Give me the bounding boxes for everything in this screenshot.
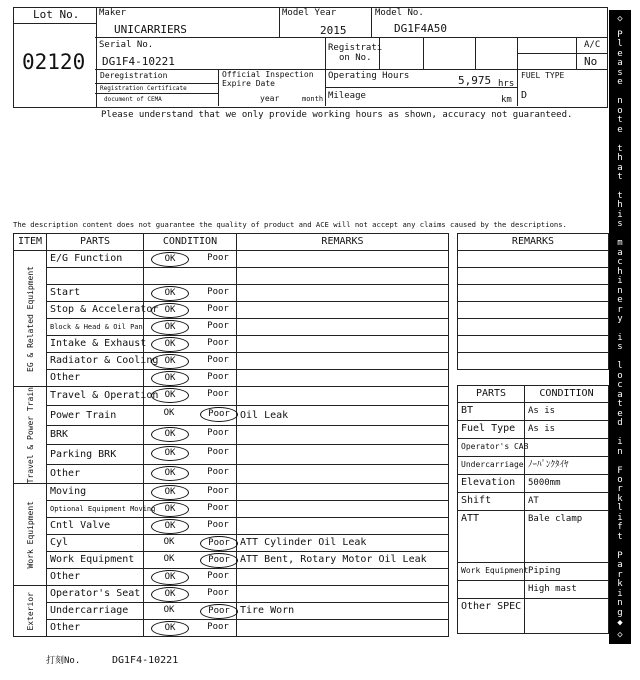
month-label: month [302, 95, 324, 103]
poor-option: Poor [200, 536, 238, 551]
remark-blank-cell [458, 251, 609, 268]
remark-cell [237, 353, 449, 370]
inspection-row [14, 302, 449, 319]
spec-row [458, 563, 609, 581]
ok-option: OK [151, 446, 189, 461]
spec-row [458, 457, 609, 475]
registration-label-1: Registrati [328, 43, 383, 53]
group-label: Travel & Power Train [25, 387, 35, 484]
spec-row [458, 439, 609, 457]
ok-option: OK [151, 371, 189, 386]
part-cell: Cntl Valve [47, 518, 144, 535]
mileage-label: Mileage [328, 91, 366, 101]
inspection-table [13, 233, 449, 637]
sidebar-char: l [617, 39, 623, 50]
condition-cell [144, 569, 237, 586]
part-cell: Other [47, 464, 144, 484]
ok-option: OK [151, 303, 189, 318]
remark-blank-cell [458, 302, 609, 319]
remark-cell [237, 518, 449, 535]
col-remarks: REMARKS [237, 234, 449, 251]
lot-label: Lot No. [33, 8, 80, 21]
spec-value: AT [525, 493, 609, 511]
remark-blank-cell [458, 285, 609, 302]
poor-option: Poor [207, 372, 229, 382]
part-cell: Power Train [47, 406, 144, 425]
inspection-row [14, 518, 449, 535]
condition-cell [144, 586, 237, 603]
location-sidebar [609, 10, 631, 644]
inspection-row [14, 319, 449, 336]
inspection-row [14, 603, 449, 620]
poor-option: Poor [207, 503, 229, 514]
condition-cell [144, 268, 237, 285]
remark-cell [237, 620, 449, 637]
poor-option: Poor [207, 571, 229, 582]
spec-col-parts: PARTS [458, 386, 525, 403]
sidebar-char: e [617, 124, 623, 135]
sidebar-char: e [617, 295, 623, 306]
registration-certificate-label: Registration Certificate [100, 85, 187, 92]
sidebar-char: i [617, 276, 623, 287]
spec-value: Piping [525, 563, 609, 581]
col-parts: PARTS [47, 234, 144, 251]
part-cell: Parking BRK [47, 445, 144, 464]
ok-option: OK [151, 320, 189, 335]
poor-option: Poor [207, 466, 229, 477]
inspection-row [14, 406, 449, 425]
remark-cell [237, 251, 449, 268]
sidebar-char: e [617, 408, 623, 419]
sidebar-char: l [617, 503, 623, 514]
inspection-row [14, 464, 449, 484]
ok-option: OK [151, 621, 189, 636]
spec-row [458, 493, 609, 511]
part-cell: Moving [47, 484, 144, 501]
right-remarks-label: REMARKS [458, 234, 609, 251]
inspection-row [14, 569, 449, 586]
model-no-value: DG1F4A50 [394, 22, 447, 35]
group-cell [14, 387, 47, 484]
poor-option: Poor [207, 389, 229, 399]
ok-option: OK [151, 485, 189, 500]
remark-cell [237, 464, 449, 484]
remark-cell: ATT Cylinder Oil Leak [237, 535, 449, 552]
sidebar-char: a [617, 389, 623, 400]
poor-option: Poor [207, 287, 229, 297]
sidebar-char: c [617, 380, 623, 391]
sidebar-char: l [617, 361, 623, 372]
model-year-value: 2015 [320, 24, 347, 37]
inspection-row [14, 353, 449, 370]
inspection-row [14, 484, 449, 501]
sidebar-char: t [617, 115, 623, 126]
spec-part: BT [458, 403, 525, 421]
spec-row [458, 403, 609, 421]
spec-row [458, 511, 609, 563]
poor-option: Poor [207, 355, 229, 365]
condition-cell [144, 518, 237, 535]
inspection-row [14, 387, 449, 406]
col-condition: CONDITION [144, 234, 237, 251]
condition-cell [144, 552, 237, 569]
ac-value: No [584, 55, 598, 68]
spec-value [525, 599, 609, 634]
km-label: km [501, 95, 512, 105]
poor-option: Poor [207, 304, 229, 314]
part-cell: Operator's Seat [47, 586, 144, 603]
remark-cell [237, 501, 449, 518]
group-label: EG & Related Equipment [25, 265, 35, 372]
spec-part: ATT [458, 511, 525, 563]
sidebar-char: o [617, 370, 623, 381]
inspection-label-1: Official Inspection [222, 70, 314, 79]
sidebar-char: h [617, 200, 623, 211]
sidebar-char: f [617, 522, 623, 533]
condition-cell [144, 535, 237, 552]
ok-option: OK [151, 337, 189, 352]
spec-value: Bale clamp [525, 511, 609, 563]
group-label: Work Equipment [25, 501, 35, 569]
sidebar-char: e [617, 77, 623, 88]
remark-blank-cell [458, 319, 609, 336]
sidebar-char: t [617, 190, 623, 201]
sidebar-char: h [617, 266, 623, 277]
sidebar-char: s [617, 342, 623, 353]
poor-option: Poor [200, 407, 238, 422]
spec-value: As is [525, 403, 609, 421]
ok-option: OK [163, 554, 175, 565]
condition-cell [144, 464, 237, 484]
poor-option: Poor [207, 447, 229, 458]
remark-cell [237, 336, 449, 353]
inspection-row [14, 268, 449, 285]
condition-cell [144, 445, 237, 464]
spec-part: Other SPEC [458, 599, 525, 634]
inspection-row [14, 370, 449, 387]
poor-option: Poor [207, 520, 229, 531]
spec-part: Work Equipment [458, 563, 525, 581]
remark-blank-cell [458, 336, 609, 353]
condition-cell [144, 425, 237, 444]
remark-cell [237, 268, 449, 285]
spec-part: Fuel Type [458, 421, 525, 439]
spec-value: 5000mm [525, 475, 609, 493]
poor-option: Poor [207, 338, 229, 348]
sidebar-char: o [617, 105, 623, 116]
fuel-type-value: D [521, 90, 528, 101]
spec-row [458, 581, 609, 599]
part-cell: Undercarriage [47, 603, 144, 620]
sidebar-char: s [617, 67, 623, 78]
sidebar-char: d [617, 418, 623, 429]
part-cell: Work Equipment [47, 552, 144, 569]
sidebar-char: i [617, 588, 623, 599]
part-cell: Optional Equipment Moving [47, 501, 144, 518]
inspection-row [14, 586, 449, 603]
operating-hours-label: Operating Hours [328, 71, 410, 81]
part-cell: Other [47, 370, 144, 387]
spec-part: Elevation [458, 475, 525, 493]
part-cell [47, 268, 144, 285]
sidebar-char: t [617, 143, 623, 154]
sidebar-char: m [617, 238, 623, 249]
inspection-row [14, 535, 449, 552]
poor-option: Poor [200, 553, 238, 568]
sidebar-char: k [617, 493, 623, 504]
spec-value: ﾉｰﾊﾟﾝｸﾀｲﾔ [525, 457, 609, 475]
model-no-label: Model No. [375, 8, 424, 18]
model-year-label: Model Year [282, 8, 337, 18]
cema-label: document of CEMA [104, 96, 162, 103]
sidebar-char: o [617, 474, 623, 485]
poor-option: Poor [207, 622, 229, 633]
part-cell: Start [47, 285, 144, 302]
serial-label: Serial No. [99, 40, 154, 50]
ok-option: OK [151, 570, 189, 585]
remark-cell [237, 370, 449, 387]
sidebar-char: a [617, 58, 623, 69]
inspection-row [14, 285, 449, 302]
diamond-icon: ◇ [617, 630, 623, 640]
condition-cell [144, 603, 237, 620]
group-label: Exterior [25, 592, 35, 631]
sidebar-char: e [617, 48, 623, 59]
remark-cell: ATT Bent, Rotary Motor Oil Leak [237, 552, 449, 569]
spec-part: Undercarriage [458, 457, 525, 475]
spec-table [457, 385, 609, 634]
condition-cell [144, 251, 237, 268]
sidebar-char: n [617, 285, 623, 296]
spec-row [458, 599, 609, 634]
part-cell: Intake & Exhaust [47, 336, 144, 353]
ok-option: OK [151, 519, 189, 534]
part-cell: Travel & Operation [47, 387, 144, 406]
right-remarks-table [457, 233, 609, 370]
operating-hours-value: 5,975 [458, 74, 492, 87]
spec-part: Operator's CAB [458, 439, 525, 457]
ok-option: OK [163, 537, 175, 548]
fuel-type-label: FUEL TYPE [521, 71, 565, 80]
sidebar-char: a [617, 560, 623, 571]
maker-label: Maker [99, 8, 127, 18]
deregistration-label: Deregistration [100, 71, 168, 80]
hours-notice: Please understand that we only provide working hours as shown, accuracy not guaranteed. [101, 110, 573, 120]
condition-cell [144, 620, 237, 637]
remark-cell [237, 445, 449, 464]
inspection-row [14, 425, 449, 444]
part-cell: Block & Head & Oil Pan [47, 319, 144, 336]
remark-cell [237, 484, 449, 501]
sidebar-char: F [617, 465, 623, 476]
part-cell: E/G Function [47, 251, 144, 268]
remark-blank-cell [458, 268, 609, 285]
poor-option: Poor [207, 427, 229, 438]
stamp-value: DG1F4-10221 [112, 655, 179, 666]
sidebar-char: t [617, 531, 623, 542]
diamond-icon: ◇ [617, 14, 623, 24]
remark-cell [237, 302, 449, 319]
part-cell: Stop & Accelerator [47, 302, 144, 319]
sidebar-char: a [617, 162, 623, 173]
remark-cell: Tire Worn [237, 603, 449, 620]
spec-value: As is [525, 421, 609, 439]
sidebar-char: g [617, 607, 623, 618]
poor-option: Poor [207, 486, 229, 497]
condition-cell [144, 336, 237, 353]
sidebar-char: c [617, 257, 623, 268]
condition-cell [144, 302, 237, 319]
inspection-label-2: Expire Date [222, 79, 275, 88]
spec-value: High mast [525, 581, 609, 599]
remark-blank-cell [458, 353, 609, 370]
disclaimer: The description content does not guarantee the quality of product and ACE will not accept any claims caused by the descriptions. [13, 220, 567, 229]
group-cell [14, 586, 47, 637]
group-cell [14, 484, 47, 586]
sidebar-char: y [617, 314, 623, 325]
remark-cell [237, 319, 449, 336]
remark-cell [237, 569, 449, 586]
poor-option: Poor [207, 588, 229, 599]
inspection-row [14, 620, 449, 637]
part-cell: Other [47, 620, 144, 637]
year-label: year [260, 94, 280, 103]
part-cell: Radiator & Cooling [47, 353, 144, 370]
remark-cell [237, 586, 449, 603]
ok-option: OK [151, 466, 189, 481]
sidebar-char: t [617, 172, 623, 183]
ok-option: OK [151, 286, 189, 301]
condition-cell [144, 387, 237, 406]
condition-cell [144, 319, 237, 336]
inspection-row [14, 251, 449, 268]
sidebar-char: r [617, 304, 623, 315]
ok-option: OK [151, 388, 189, 403]
remark-cell [237, 285, 449, 302]
sidebar-char: k [617, 579, 623, 590]
sidebar-char: n [617, 446, 623, 457]
spec-col-condition: CONDITION [525, 386, 609, 403]
sidebar-char: i [617, 512, 623, 523]
spec-part [458, 581, 525, 599]
ok-option: OK [163, 408, 175, 419]
sidebar-char: t [617, 399, 623, 410]
ac-label: A/C [584, 40, 601, 50]
inspection-row [14, 336, 449, 353]
remark-cell [237, 425, 449, 444]
condition-cell [144, 285, 237, 302]
diamond-icon: ◆ [617, 618, 623, 628]
inspection-row [14, 445, 449, 464]
sidebar-char: i [617, 332, 623, 343]
spec-value [525, 439, 609, 457]
serial-value: DG1F4-10221 [102, 55, 175, 68]
maker-value: UNICARRIERS [114, 23, 187, 36]
sidebar-char: r [617, 484, 623, 495]
poor-option: Poor [207, 321, 229, 331]
ok-option: OK [151, 427, 189, 442]
inspection-row [14, 552, 449, 569]
spec-row [458, 421, 609, 439]
poor-option: Poor [207, 253, 229, 263]
condition-cell [144, 484, 237, 501]
sidebar-char: n [617, 96, 623, 107]
remark-cell: Oil Leak [237, 406, 449, 425]
registration-label-2: on No. [339, 53, 372, 63]
sidebar-char: i [617, 437, 623, 448]
part-cell: Cyl [47, 535, 144, 552]
part-cell: BRK [47, 425, 144, 444]
condition-cell [144, 501, 237, 518]
remark-cell [237, 387, 449, 406]
ok-option: OK [151, 354, 189, 369]
lot-number: 02120 [22, 50, 86, 74]
sidebar-char: h [617, 153, 623, 164]
sidebar-char: P [617, 30, 623, 40]
condition-cell [144, 406, 237, 425]
sidebar-char: r [617, 569, 623, 580]
sidebar-char: a [617, 247, 623, 258]
ok-option: OK [151, 252, 189, 267]
spec-part: Shift [458, 493, 525, 511]
col-item: ITEM [14, 234, 47, 251]
spec-row [458, 475, 609, 493]
group-cell [14, 251, 47, 387]
poor-option: Poor [200, 604, 238, 619]
hrs-label: hrs [498, 79, 515, 89]
stamp-label: 打刻No. [46, 656, 81, 666]
sidebar-char: i [617, 209, 623, 220]
sidebar-char: s [617, 219, 623, 230]
sidebar-char: P [617, 550, 623, 561]
condition-cell [144, 353, 237, 370]
inspection-header-row [14, 234, 449, 251]
part-cell: Other [47, 569, 144, 586]
ok-option: OK [151, 502, 189, 517]
ok-option: OK [163, 605, 175, 616]
sidebar-char: n [617, 598, 623, 609]
condition-cell [144, 370, 237, 387]
inspection-row [14, 501, 449, 518]
ok-option: OK [151, 587, 189, 602]
